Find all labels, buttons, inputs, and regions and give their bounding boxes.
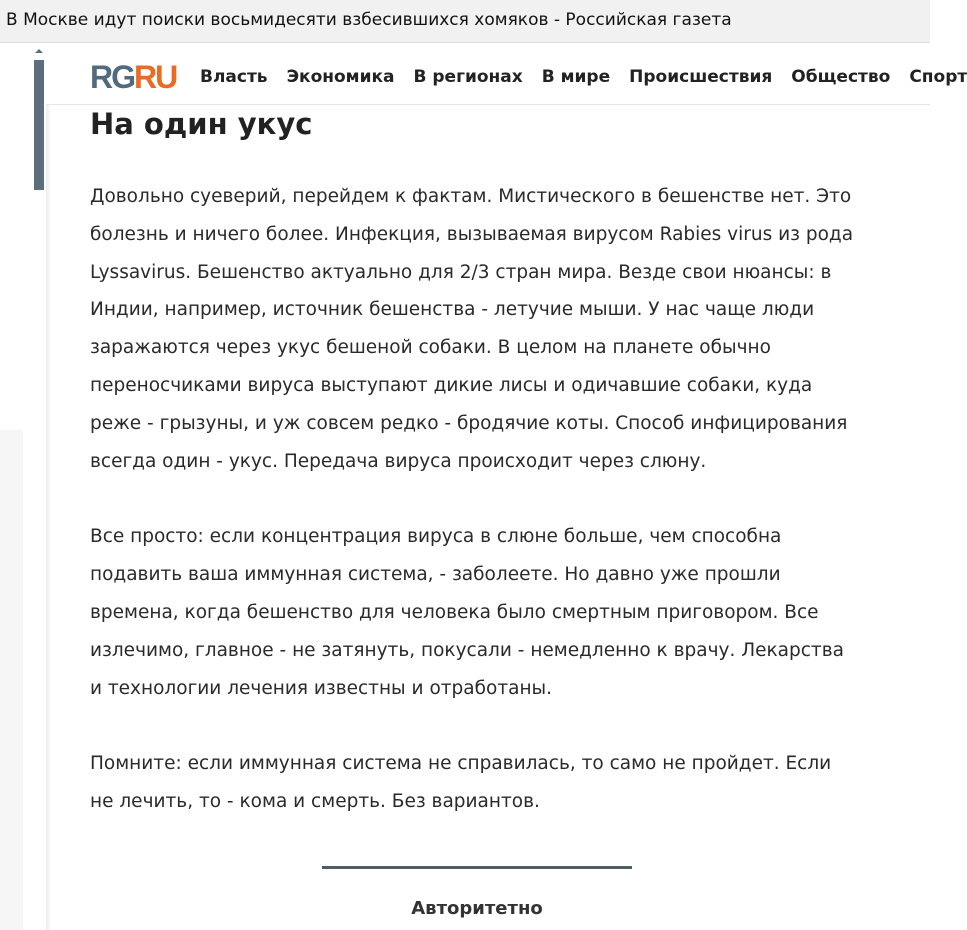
logo-rg: RG: [90, 59, 134, 95]
scroll-up-arrow-icon[interactable]: [35, 49, 43, 53]
text-line: излечимо, главное - не затянуть, покусали - немедленно к врачу. Лекарства: [90, 639, 844, 661]
nav-item-society[interactable]: Общество: [791, 67, 891, 87]
site-header: [46, 43, 967, 105]
logo-ru: RU: [134, 59, 177, 95]
text-line: Lyssavirus. Бешенство актуально для 2/3 стран мира. Везде свои нюансы: в: [90, 261, 832, 283]
rgru-logo[interactable]: [90, 59, 176, 96]
paragraph: [90, 518, 890, 707]
paragraph: [90, 745, 890, 821]
nav-item-sport[interactable]: Спорт: [909, 67, 967, 87]
text-line: Все просто: если концентрация вируса в слюне больше, чем способна: [90, 526, 782, 548]
nav-item-vlast[interactable]: Власть: [200, 67, 268, 87]
text-line: заражаются через укус бешеной собаки. В целом на планете обычно: [90, 337, 771, 359]
section-heading: На один укус: [90, 107, 313, 141]
main-nav: [200, 67, 967, 87]
page-shadow: [46, 104, 52, 930]
paragraph: [90, 178, 890, 480]
window-title: В Москве идут поиски восьмидесяти взбесившихся хомяков - Российская газета: [6, 10, 732, 30]
nav-item-regions[interactable]: В регионах: [413, 67, 523, 87]
nav-item-world[interactable]: В мире: [541, 67, 611, 87]
text-line: всегда один - укус. Передача вируса происходит через слюну.: [90, 450, 707, 472]
section-divider: [322, 866, 632, 869]
text-line: болезнь и ничего более. Инфекция, вызываемая вирусом Rabies virus из рода: [90, 223, 854, 245]
text-line: Довольно суеверий, перейдем к фактам. Мистического в бешенстве нет. Это: [90, 186, 852, 207]
text-line: не лечить, то - кома и смерть. Без вариантов.: [90, 791, 540, 813]
left-pane-panel: [0, 430, 23, 930]
text-line: переносчиками вируса выступают дикие лисы и одичавшие собаки, куда: [90, 374, 813, 396]
nav-item-incidents[interactable]: Происшествия: [629, 67, 773, 87]
nav-item-economy[interactable]: Экономика: [286, 67, 395, 87]
text-line: Индии, например, источник бешенства - летучие мыши. У нас чаще люди: [90, 299, 815, 321]
text-line: Помните: если иммунная система не справилась, то само не пройдет. Если: [90, 753, 832, 775]
scrollbar-thumb[interactable]: [34, 60, 44, 190]
section-label: Авторитетно: [411, 898, 543, 919]
text-line: времена, когда бешенство для человека было смертным приговором. Все: [90, 601, 819, 623]
text-line: и технологии лечения известны и отработаны.: [90, 677, 553, 699]
text-line: подавить ваша иммунная система, - заболеете. Но давно уже прошли: [90, 564, 781, 586]
text-line: реже - грызуны, и уж совсем редко - бродячие коты. Способ инфицирования: [90, 412, 848, 434]
article-body: [90, 104, 890, 821]
window-titlebar: [0, 0, 930, 43]
